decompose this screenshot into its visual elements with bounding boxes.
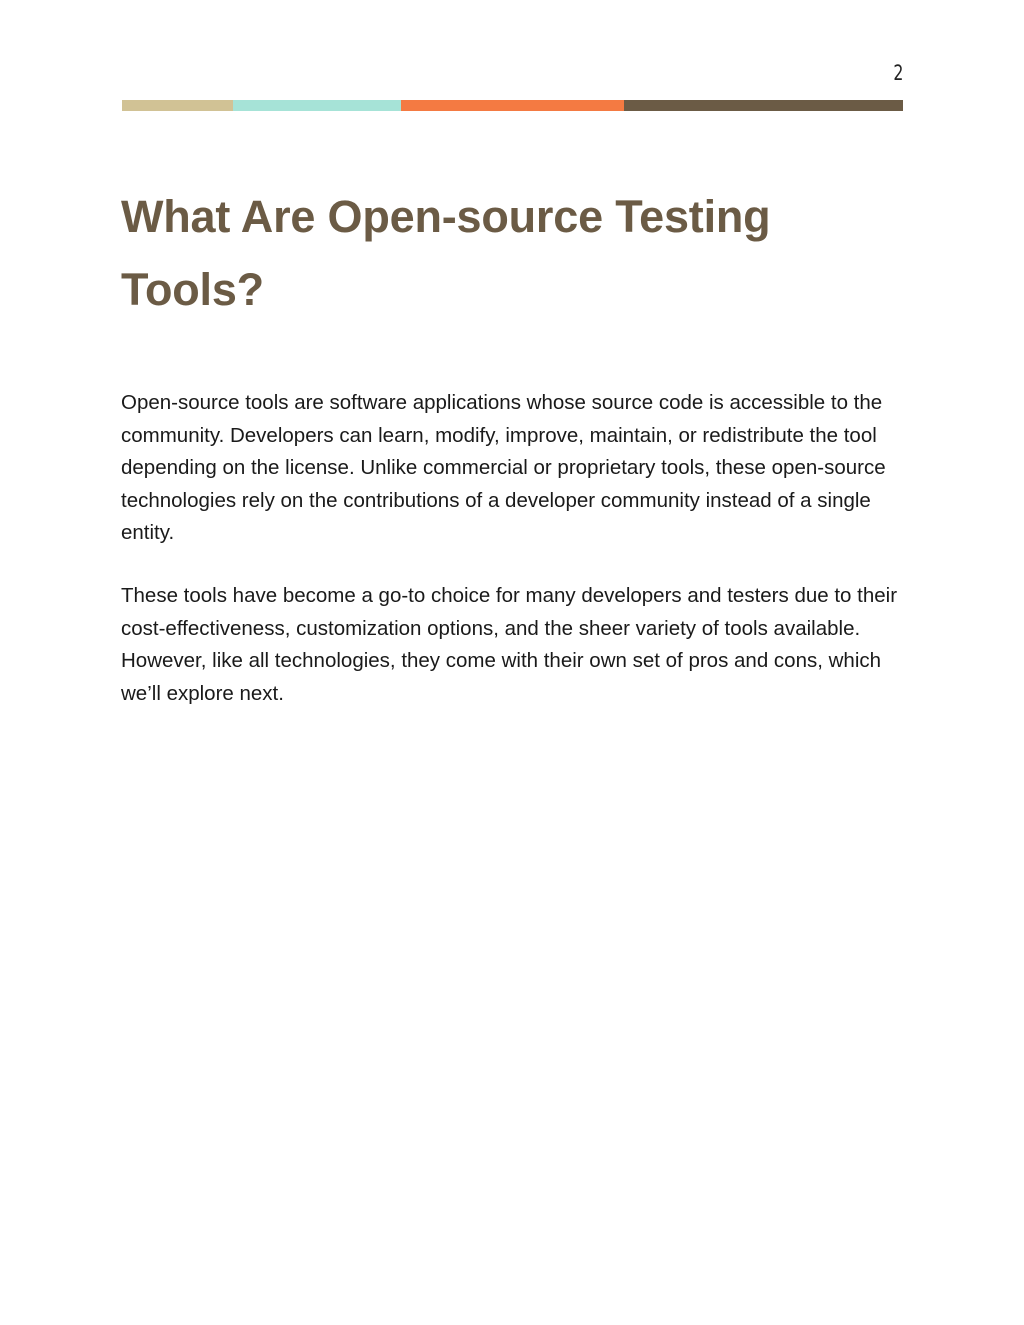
decorative-color-bar xyxy=(122,100,903,111)
color-bar-segment-brown xyxy=(624,100,903,111)
color-bar-segment-aqua xyxy=(233,100,401,111)
paragraph-popularity: These tools have become a go-to choice for many developers and testers due to their cost-effectiveness, customization options, and the sheer variety of tools available. However, like all technologies, they come with their own set of pros and cons, which we’ll explore next. xyxy=(121,584,898,705)
page-number: 2 xyxy=(892,61,903,85)
paragraph-definition: Open-source tools are software applications whose source code is accessible to the community. Developers can learn, modify, improve, maintain, or redistribute the tool depending on the license. Unlike commercial or proprietary tools, these open-source technologies rely on the contributions of a developer community instead of a single entity. xyxy=(121,391,886,545)
page-title: What Are Open-source Testing Tools? xyxy=(121,191,771,315)
color-bar-segment-orange xyxy=(401,100,624,111)
color-bar-segment-tan xyxy=(122,100,233,111)
